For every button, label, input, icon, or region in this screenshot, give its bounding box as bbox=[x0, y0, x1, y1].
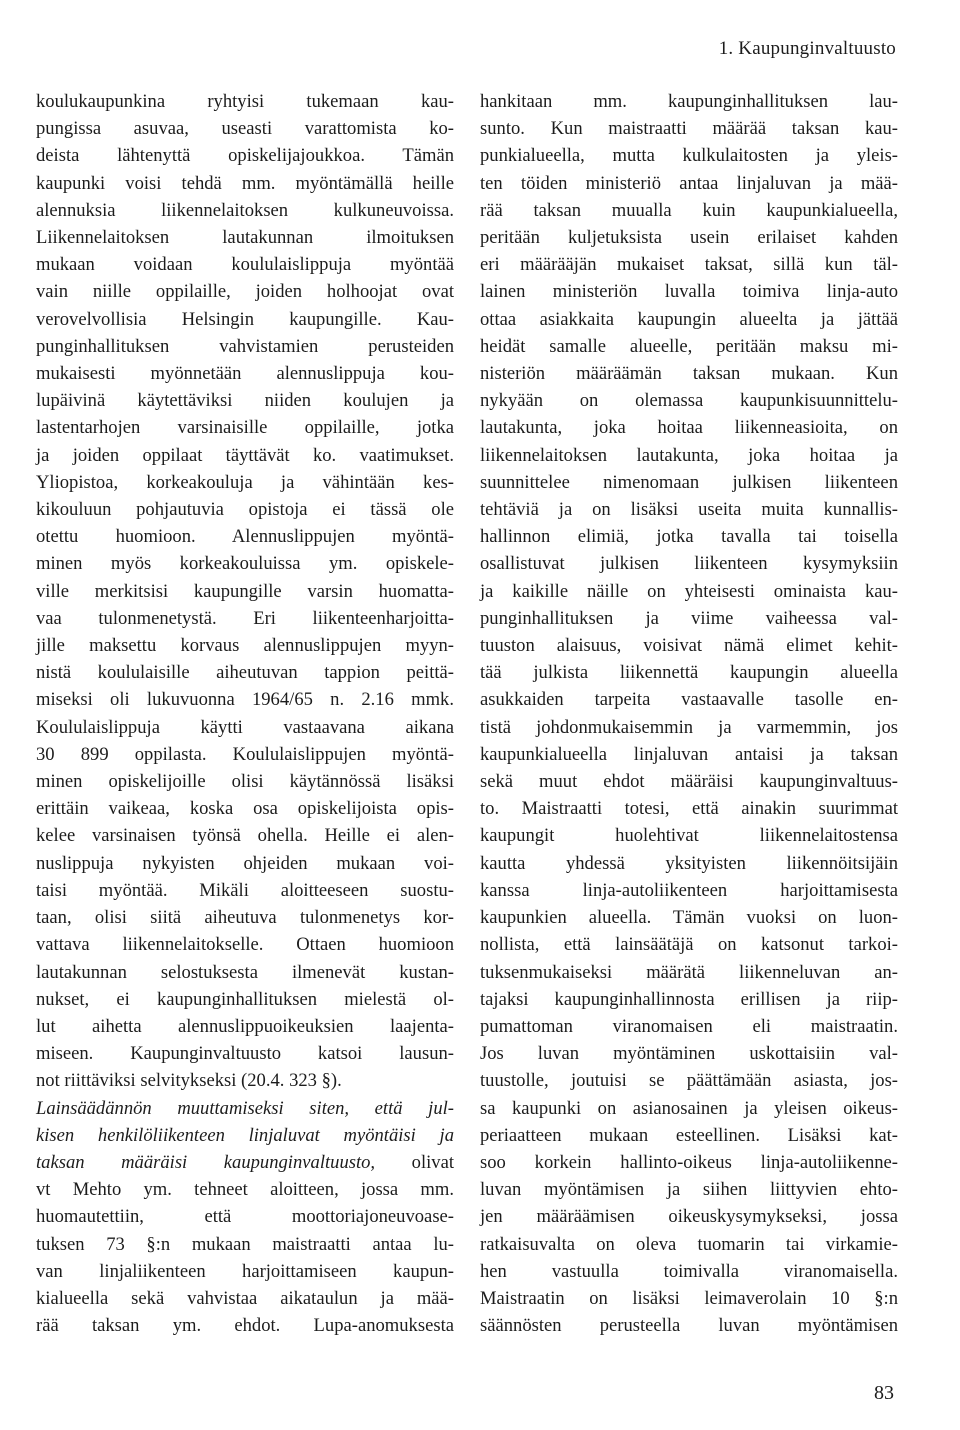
text-line: kaupungit huolehtivat liikennelaitostensa bbox=[480, 825, 898, 847]
page-number: 83 bbox=[874, 1382, 894, 1404]
text-line: kialueella sekä vahvistaa aikataulun ja mää- bbox=[36, 1287, 454, 1309]
text-line: Koululaislippuja käytti vastaavana aikana bbox=[36, 716, 454, 738]
text-line: nollista, että lainsäätäjä on katsonut tarkoi- bbox=[480, 934, 898, 956]
text-line: kaupunki voisi tehdä mm. myöntämällä heille bbox=[36, 172, 454, 194]
text-line: tää julkista liikennettä kaupungin alueella bbox=[480, 662, 898, 684]
text-line: rää taksan ym. ehdot. Lupa-anomuksesta bbox=[36, 1315, 454, 1337]
text-line: pungissa asuvaa, useasti varattomista ko- bbox=[36, 118, 454, 140]
text-line: koulukaupunkina ryhtyisi tukemaan kau- bbox=[36, 91, 454, 112]
text-line: vain niille oppilaille, joiden holhoojat ovat bbox=[36, 281, 454, 303]
text-line: erittäin vaikeaa, koska osa opiskelijoista opis- bbox=[36, 798, 454, 820]
text-line: tuustolle, joutuisi se päättämään asiasta, jos- bbox=[480, 1070, 898, 1092]
text-line: eri määrääjän mukaiset taksat, sillä kun täl- bbox=[480, 254, 898, 276]
right-column bbox=[480, 88, 898, 1339]
text-line: lainen ministeriön luvalla toimiva linja-auto bbox=[480, 281, 898, 303]
text-line: tuksenmukaiseksi määrätä liikenneluvan an- bbox=[480, 961, 898, 983]
text-line: nuslippuja nykyisten ohjeiden mukaan voi- bbox=[36, 852, 454, 874]
text-line: Lainsäädännön muuttamiseksi siten, että jul- bbox=[36, 1097, 454, 1119]
text-line: sa kaupunki on asianosainen ja yleisen oikeus- bbox=[480, 1097, 898, 1119]
text-line: nistä koululaisille aiheutuvan tappion peittä- bbox=[36, 662, 454, 684]
text-line: kikouluun pohjautuvia opistoja ei tässä ole bbox=[36, 499, 454, 521]
text-line: miseen. Kaupunginvaltuusto katsoi lausun- bbox=[36, 1043, 454, 1065]
text-line: säännösten perusteella luvan myöntämisen bbox=[480, 1315, 898, 1337]
text-line: tehtäviä ja on lisäksi useita muita kunnallis- bbox=[480, 499, 898, 521]
text-line bbox=[36, 1149, 454, 1176]
text-line: heidät samalle alueelle, peritään maksu mi- bbox=[480, 335, 898, 357]
text-line: 30 899 oppilasta. Koululaislippujen myöntä- bbox=[36, 743, 454, 765]
text-line: periaatteen mukaan esteellinen. Lisäksi kat- bbox=[480, 1124, 898, 1146]
text-line: deista lähtenyttä opiskelijajoukkoa. Tämän bbox=[36, 145, 454, 167]
text-line: kisen henkilöliikenteen linjaluvat myöntäisi ja bbox=[36, 1124, 454, 1146]
left-column bbox=[36, 88, 454, 1339]
text-line: sunto. Kun maistraatti määrää taksan kau- bbox=[480, 118, 898, 140]
text-line: punginhallituksen vahvistamien perusteiden bbox=[36, 335, 454, 357]
text-line: lastentarhojen varsinaisille oppilaille, jotka bbox=[36, 417, 454, 439]
text-line: kanssa linja-autoliikenteen harjoittamisesta bbox=[480, 879, 898, 901]
text-line: huomautettiin, että moottoriajoneuvoase- bbox=[36, 1206, 454, 1228]
text-line: hankitaan mm. kaupunginhallituksen lau- bbox=[480, 91, 898, 112]
text-line: Liikennelaitoksen lautakunnan ilmoituksen bbox=[36, 227, 454, 249]
text-line: soo korkein hallinto-oikeus linja-autoliikenne- bbox=[480, 1151, 898, 1173]
text-line: minen opiskelijoille olisi käytännössä lisäksi bbox=[36, 771, 454, 793]
text-line: tuksen 73 §:n mukaan maistraatti antaa lu- bbox=[36, 1233, 454, 1255]
text-line: vattava liikennelaitokselle. Ottaen huomioon bbox=[36, 934, 454, 956]
text-line: tajaksi kaupunginhallinnosta erillisen ja riip- bbox=[480, 988, 898, 1010]
text-line: ten töiden ministeriö antaa linjaluvan ja mää- bbox=[480, 172, 898, 194]
text-line: kelee varsinaisen työnsä ohella. Heille ei alen- bbox=[36, 825, 454, 847]
text-line: kaupunkialueella linjaluvan antaisi ja taksan bbox=[480, 743, 898, 765]
text-line: kautta yhdessä yksityisten liikennöitsijäin bbox=[480, 852, 898, 874]
text-line: ja joiden oppilaat täyttävät ko. vaatimukset. bbox=[36, 444, 454, 466]
running-header: 1. Kaupunginvaltuusto bbox=[718, 38, 896, 59]
text-line: lupäivinä käytettäviksi niiden koulujen ja bbox=[36, 390, 454, 412]
text-line: mukaisesti myönnetään alennuslippuja kou- bbox=[36, 363, 454, 385]
text-line: kaupunkien alueella. Tämän vuoksi on luon- bbox=[480, 907, 898, 929]
text-line: lut aihetta alennuslippuoikeuksien laajenta- bbox=[36, 1015, 454, 1037]
text-line: peritään kuljetuksista usein erilaiset kahden bbox=[480, 227, 898, 249]
text-line: Maistraatin on lisäksi leimaverolain 10 §:n bbox=[480, 1287, 898, 1309]
text-line: luvan myöntämisen ja siihen liittyvien ehto- bbox=[480, 1179, 898, 1201]
text-line: lautakunnan selostuksesta ilmenevät kustan- bbox=[36, 961, 454, 983]
text-line: punginhallituksen ja viime vaiheessa val- bbox=[480, 607, 898, 629]
text-line: hallinnon elimiä, jotka tavalla tai toisella bbox=[480, 526, 898, 548]
text-line: liikennelaitoksen lautakunta, joka hoitaa ja bbox=[480, 444, 898, 466]
text-line: ratkaisuvalta on oleva tuomarin tai virkamie- bbox=[480, 1233, 898, 1255]
text-line: nykyään on olemassa kaupunkisuunnittelu- bbox=[480, 390, 898, 412]
text-line: tistä johdonmukaisemmin ja varmemmin, jos bbox=[480, 716, 898, 738]
roman-segment: olivat bbox=[375, 1151, 454, 1173]
text-line: punkialueella, mutta kulkulaitosten ja yleis- bbox=[480, 145, 898, 167]
text-line: vaa tulonmenetystä. Eri liikenteenharjoitta- bbox=[36, 607, 454, 629]
text-line: osallistuvat julkisen liikenteen kysymyksiin bbox=[480, 553, 898, 575]
text-line: vt Mehto ym. tehneet aloitteen, jossa mm. bbox=[36, 1179, 454, 1201]
text-line: tuuston alaisuus, voisivat nämä elimet kehit- bbox=[480, 635, 898, 657]
text-line: jen määräämisen oikeuskysymykseksi, jossa bbox=[480, 1206, 898, 1228]
text-line: miseksi oli lukuvuonna 1964/65 n. 2.16 mmk. bbox=[36, 689, 454, 711]
text-line: pumattoman viranomaisen eli maistraatin. bbox=[480, 1015, 898, 1037]
text-line: verovelvollisia Helsingin kaupungille. Kau- bbox=[36, 308, 454, 330]
text-line: nisteriön määräämän taksan mukaan. Kun bbox=[480, 363, 898, 385]
text-line: otettu huomioon. Alennuslippujen myöntä- bbox=[36, 526, 454, 548]
text-line: lautakunta, joka hoitaa liikenneasioita, on bbox=[480, 417, 898, 439]
text-line: rää taksan muualla kuin kaupunkialueella, bbox=[480, 199, 898, 221]
text-line: asukkaiden tarpeita vastaavalle tasolle en- bbox=[480, 689, 898, 711]
text-line: Jos luvan myöntäminen uskottaisiin val- bbox=[480, 1043, 898, 1065]
text-line: ja kaikille näille on yhteisesti ominaista kau- bbox=[480, 580, 898, 602]
text-line: suunnittelee nimenomaan julkisen liikenteen bbox=[480, 471, 898, 493]
text-line: ville merkitsisi kaupungille varsin huomatta- bbox=[36, 580, 454, 602]
text-line: Yliopistoa, korkeakouluja ja vähintään kes- bbox=[36, 471, 454, 493]
text-line: van linjaliikenteen harjoittamiseen kaupun- bbox=[36, 1260, 454, 1282]
italic-segment: taksan määräisi kaupunginvaltuusto, bbox=[36, 1151, 376, 1173]
text-line: nukset, ei kaupunginhallituksen mielestä ol- bbox=[36, 988, 454, 1010]
text-line: to. Maistraatti totesi, että ainakin suurimmat bbox=[480, 798, 898, 820]
text-line: taan, olisi siitä aiheutuva tulonmenetys kor- bbox=[36, 907, 454, 929]
text-line: ottaa asiakkaita kaupungin alueelta ja jättää bbox=[480, 308, 898, 330]
text-line: alennuksia liikennelaitoksen kulkuneuvoissa. bbox=[36, 199, 454, 221]
text-line: hen vastuulla toimivalla viranomaisella. bbox=[480, 1260, 898, 1282]
text-line: not riittäviksi selvitykseksi (20.4. 323 §). bbox=[36, 1070, 342, 1092]
text-line: minen myös korkeakouluissa ym. opiskele- bbox=[36, 553, 454, 575]
text-line: sekä muut ehdot määräisi kaupunginvaltuus- bbox=[480, 771, 898, 793]
text-line: jille maksettu korvaus alennuslippujen myyn- bbox=[36, 635, 454, 657]
text-line: mukaan voidaan koululaislippuja myöntää bbox=[36, 254, 454, 276]
text-line: taisi myöntää. Mikäli aloitteeseen suostu- bbox=[36, 879, 454, 901]
